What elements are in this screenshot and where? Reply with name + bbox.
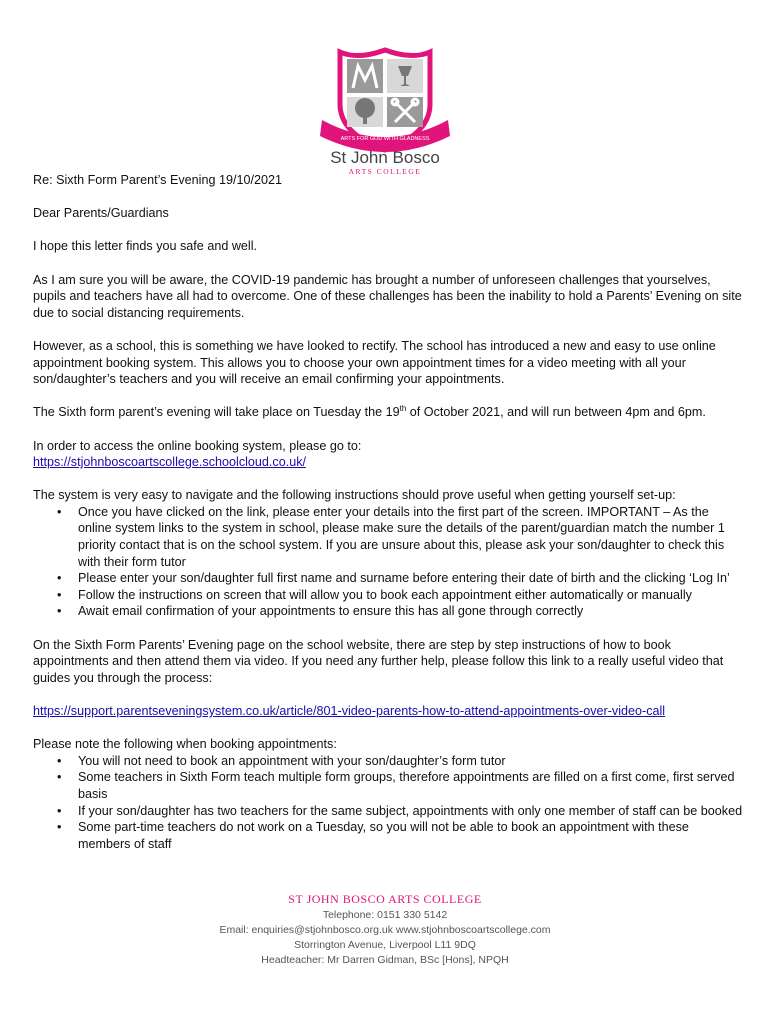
- booking-link[interactable]: https://stjohnboscoartscollege.schoolcloud.co.uk/: [33, 455, 307, 470]
- paragraph-website: On the Sixth Form Parents’ Evening page on the school website, there are step by step instructions of how to book appointments and then attend them via video. If you need any further help, please follow this link to a really useful video that guides you through the process:: [33, 637, 724, 685]
- footer-email-web: Email: enquiries@stjohnbosco.org.uk www.stjohnboscoartscollege.com: [219, 924, 551, 936]
- access-text: In order to access the online booking system, please go to:: [33, 438, 362, 453]
- paragraph-video-link: [33, 703, 743, 720]
- list-item: • Await email confirmation of your appointments to ensure this has all gone through correctly: [33, 603, 743, 620]
- footer-address: Storrington Avenue, Liverpool L11 9DQ: [294, 939, 476, 951]
- list-item: • You will not need to book an appointment with your son/daughter’s form tutor: [33, 753, 743, 770]
- list-item: • Some teachers in Sixth Form teach multiple form groups, therefore appointments are filled on a first come, first served basis: [33, 769, 743, 802]
- paragraph-system: However, as a school, this is something we have looked to rectify. The school has introduced a new and easy to use online appointment booking system. This allows you to choose your own appointment times for a video meeting with all your son/daughter’s teachers and you will receive an email confirming your appointments.: [33, 338, 716, 387]
- re-line: Re: Sixth Form Parent’s Evening 19/10/2021: [33, 173, 282, 187]
- list-item: • Some part-time teachers do not work on a Tuesday, so you will not be able to book an appointment with these members of staff: [33, 819, 743, 852]
- footer-telephone: Telephone: 0151 330 5142: [322, 909, 448, 921]
- footer-headteacher: Headteacher: Mr Darren Gidman, BSc [Hons], NPQH: [261, 954, 509, 966]
- list-item: • If your son/daughter has two teachers for the same subject, appointments with only one member of staff can be booked: [33, 803, 743, 820]
- logo-name: St John Bosco: [330, 148, 440, 167]
- list-item: • Please enter your son/daughter full first name and surname before entering their date of birth and the clicking ‘Log In’: [33, 570, 743, 587]
- list-item: • Follow the instructions on screen that will allow you to book each appointment either automatically or manually: [33, 587, 743, 604]
- date-text-b: of October 2021, and will run between 4pm and 6pm.: [406, 405, 706, 420]
- date-ordinal: th: [399, 404, 407, 414]
- letter-body: [33, 172, 743, 869]
- paragraph-intro: I hope this letter finds you safe and well.: [33, 239, 258, 254]
- list-item: • Once you have clicked on the link, please enter your details into the first part of the screen. IMPORTANT – As the online system links to the system in school, please make sure the details of the parent/guardian match the number 1 priority contact that is on the school system. If you are unsure about this, please ask your son/daughter to check this with their form tutor: [33, 504, 743, 570]
- steps-list: [33, 504, 743, 620]
- salutation: Dear Parents/Guardians: [33, 206, 169, 221]
- paragraph-instructions: The system is very easy to navigate and the following instructions should prove useful when getting yourself set-up:: [33, 488, 676, 503]
- notes-list: [33, 753, 743, 853]
- logo-motto: ARTS FOR GOD WITH GLADNESS: [340, 136, 430, 142]
- video-help-link[interactable]: https://support.parentseveningsystem.co.uk/article/801-video-parents-how-to-attend-appointments-over-video-call: [33, 704, 666, 718]
- paragraph-notes: Please note the following when booking appointments:: [33, 737, 337, 752]
- shield-quadrant-tl: [347, 59, 383, 93]
- school-logo: [300, 42, 470, 176]
- logo-subtitle: ARTS COLLEGE: [348, 167, 422, 176]
- paragraph-covid: As I am sure you will be aware, the COVID-19 pandemic has brought a number of unforeseen challenges that yourselves, pupils and teachers have all had to overcome. One of these challenges has been the inability to hold a Parents’ Evening on site due to social distancing requirements.: [33, 272, 742, 320]
- letter-footer: [0, 892, 770, 968]
- date-text-a: The Sixth form parent’s evening will take place on Tuesday the 19: [33, 405, 400, 420]
- paragraph-date: [33, 404, 743, 421]
- paragraph-access: [33, 438, 743, 471]
- footer-school-name: ST JOHN BOSCO ARTS COLLEGE: [288, 892, 482, 906]
